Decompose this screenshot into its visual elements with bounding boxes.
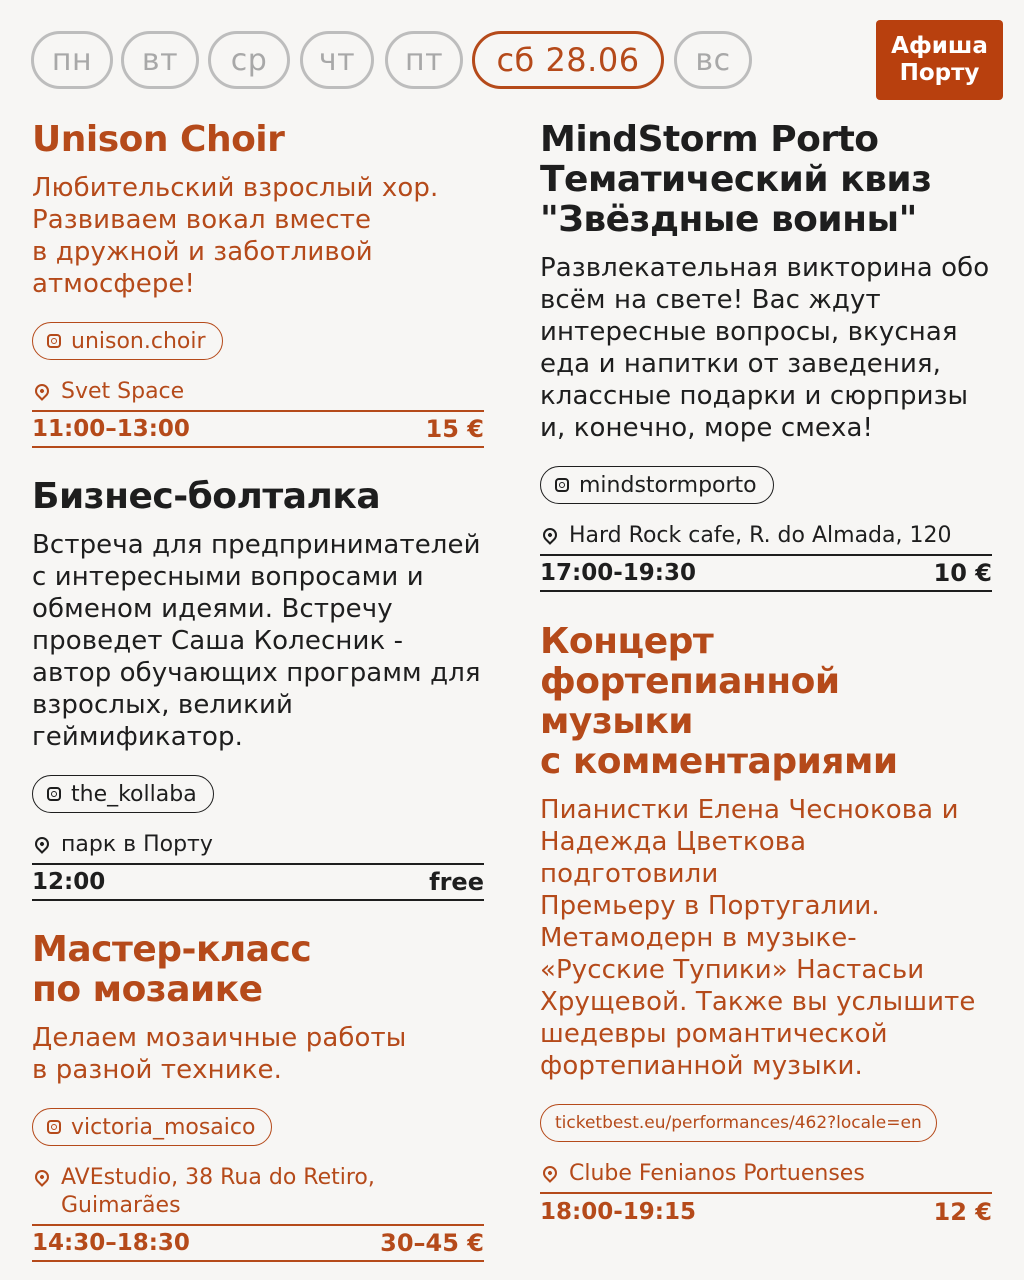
event-card-business-chat bbox=[32, 477, 484, 901]
description-line: Любительский взрослый хор. bbox=[32, 173, 439, 203]
instagram-icon bbox=[47, 1120, 61, 1134]
event-title bbox=[540, 120, 992, 240]
description-line: в дружной и заботливой bbox=[32, 237, 373, 267]
event-time-price-bar bbox=[540, 1192, 992, 1230]
location-pin-icon bbox=[32, 1167, 52, 1187]
link-text: ticketbest.eu/performances/462?locale=en bbox=[555, 1113, 922, 1133]
description-line: Хрущевой. Также вы услышите bbox=[540, 987, 976, 1017]
day-tab-thu[interactable]: чт bbox=[300, 31, 374, 89]
event-time: 17:00-19:30 bbox=[540, 560, 696, 586]
description-line: Метамодерн в музыке- bbox=[540, 923, 857, 953]
venue-line: Guimarães bbox=[61, 1193, 181, 1218]
event-card-mosaic-workshop bbox=[32, 930, 484, 1262]
event-venue bbox=[32, 1164, 484, 1220]
location-pin-icon bbox=[540, 525, 560, 545]
description-line: Развлекательная викторина обо bbox=[540, 253, 990, 283]
event-price: 15 € bbox=[425, 415, 484, 443]
event-time: 11:00–13:00 bbox=[32, 416, 190, 442]
description-line: с интересными вопросами и bbox=[32, 562, 424, 592]
event-time: 14:30–18:30 bbox=[32, 1230, 190, 1256]
venue-line: Clube Fenianos Portuenses bbox=[569, 1161, 865, 1186]
description-line: классные подарки и сюрпризы bbox=[540, 381, 969, 411]
venue-line: парк в Порту bbox=[61, 832, 213, 857]
event-venue bbox=[540, 522, 992, 550]
event-description bbox=[32, 172, 484, 300]
event-title-line: Концерт bbox=[540, 621, 714, 662]
event-time-price-bar bbox=[32, 863, 484, 901]
event-title-line: Бизнес-болталка bbox=[32, 476, 381, 517]
description-line: взрослых, великий bbox=[32, 690, 293, 720]
event-price: 12 € bbox=[933, 1198, 992, 1226]
afisha-porto-logo bbox=[876, 20, 1003, 100]
ticket-link[interactable] bbox=[540, 1104, 937, 1142]
location-pin-icon bbox=[540, 1163, 560, 1183]
description-line: еда и напитки от заведения, bbox=[540, 349, 942, 379]
instagram-link[interactable] bbox=[32, 322, 223, 360]
event-title bbox=[32, 477, 484, 517]
day-tab-tue[interactable]: вт bbox=[121, 31, 199, 89]
description-line: интересные вопросы, вкусная bbox=[540, 317, 958, 347]
venue-line: AVEstudio, 38 Rua do Retiro, bbox=[61, 1165, 375, 1190]
event-venue bbox=[32, 831, 484, 859]
location-pin-icon bbox=[32, 834, 52, 854]
event-time-price-bar bbox=[32, 1224, 484, 1262]
event-title-line: "Звёздные воины" bbox=[540, 199, 917, 240]
day-tab-fri[interactable]: пт bbox=[385, 31, 463, 89]
description-line: Развиваем вокал вместе bbox=[32, 205, 372, 235]
logo-line-2: Порту bbox=[899, 60, 980, 86]
event-venue bbox=[32, 378, 484, 406]
event-price: 30–45 € bbox=[380, 1229, 484, 1257]
event-title-line: Тематический квиз bbox=[540, 159, 932, 200]
event-title-line: фортепианной музыки bbox=[540, 661, 840, 742]
instagram-link[interactable] bbox=[32, 775, 214, 813]
description-line: Премьеру в Португалии. bbox=[540, 891, 880, 921]
event-title-line: с комментариями bbox=[540, 741, 898, 782]
description-line: обменом идеями. Встречу bbox=[32, 594, 393, 624]
event-description bbox=[32, 1022, 484, 1086]
instagram-link[interactable] bbox=[32, 1108, 272, 1146]
event-card-mindstorm-quiz bbox=[540, 120, 992, 592]
link-text: victoria_mosaico bbox=[71, 1114, 256, 1140]
instagram-icon bbox=[47, 334, 61, 348]
description-line: Делаем мозаичные работы bbox=[32, 1023, 407, 1053]
event-description bbox=[540, 252, 992, 444]
description-line: проведет Саша Колесник - bbox=[32, 626, 404, 656]
description-line: в разной технике. bbox=[32, 1055, 283, 1085]
event-time-price-bar bbox=[540, 554, 992, 592]
description-line: всём на свете! Вас ждут bbox=[540, 285, 881, 315]
event-title bbox=[32, 120, 484, 160]
day-tab-mon[interactable]: пн bbox=[31, 31, 113, 89]
description-line: и, конечно, море смеха! bbox=[540, 413, 874, 443]
day-tab-wed[interactable]: ср bbox=[208, 31, 290, 89]
link-text: the_kollaba bbox=[71, 781, 197, 807]
link-text: mindstormporto bbox=[579, 472, 757, 498]
instagram-link[interactable] bbox=[540, 466, 774, 504]
event-title-line: по мозаике bbox=[32, 969, 263, 1010]
link-text: unison.choir bbox=[71, 328, 206, 354]
event-time: 18:00-19:15 bbox=[540, 1199, 696, 1225]
event-venue bbox=[540, 1160, 992, 1188]
instagram-icon bbox=[47, 787, 61, 801]
event-title bbox=[32, 930, 484, 1010]
venue-line: Hard Rock cafe, R. do Almada, 120 bbox=[569, 523, 952, 548]
event-price: 10 € bbox=[933, 559, 992, 587]
event-description bbox=[32, 529, 484, 753]
event-time-price-bar bbox=[32, 410, 484, 448]
description-line: Встреча для предпринимателей bbox=[32, 530, 481, 560]
event-price: free bbox=[429, 868, 484, 896]
description-line: фортепианной музыки. bbox=[540, 1051, 863, 1081]
event-title bbox=[540, 622, 992, 782]
event-title-line: Unison Choir bbox=[32, 119, 285, 160]
event-card-piano-concert bbox=[540, 622, 992, 1230]
event-description bbox=[540, 794, 992, 1082]
day-tab-sun[interactable]: вс bbox=[674, 31, 752, 89]
event-card-unison-choir bbox=[32, 120, 484, 448]
venue-line: Svet Space bbox=[61, 379, 185, 404]
event-title-line: MindStorm Porto bbox=[540, 119, 879, 160]
logo-line-1: Афиша bbox=[891, 33, 988, 59]
description-line: Пианистки Елена Чеснокова и bbox=[540, 795, 959, 825]
instagram-icon bbox=[555, 478, 569, 492]
description-line: автор обучающих программ для bbox=[32, 658, 481, 688]
event-time: 12:00 bbox=[32, 869, 106, 895]
description-line: геймификатор. bbox=[32, 722, 243, 752]
location-pin-icon bbox=[32, 381, 52, 401]
description-line: атмосфере! bbox=[32, 269, 196, 299]
event-title-line: Мастер-класс bbox=[32, 929, 312, 970]
description-line: шедевры романтической bbox=[540, 1019, 888, 1049]
description-line: Надежда Цветкова подготовили bbox=[540, 827, 807, 889]
day-tab-sat-selected[interactable]: сб 28.06 bbox=[472, 31, 664, 89]
description-line: «Русские Тупики» Настасьи bbox=[540, 955, 925, 985]
